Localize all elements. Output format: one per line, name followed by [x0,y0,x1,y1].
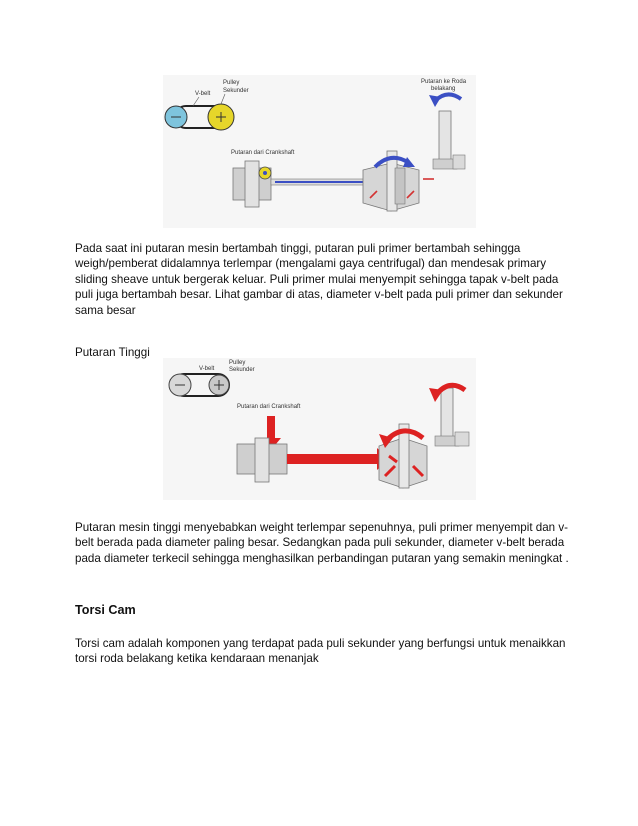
pulley-label-2-line2: Sekunder [229,367,255,373]
crankshaft-label-2: Putaran dari Crankshaft [237,404,301,410]
figure-1-svg [163,75,476,228]
heading-torsi-cam: Torsi Cam [75,603,136,617]
crankshaft-down-arrow [267,416,275,438]
primary-pulley-assembly [233,161,271,207]
wheel-label-line2: belakang [431,86,456,92]
wheel-label-line1: Putaran ke Roda [421,79,467,85]
section-label-putaran-tinggi: Putaran Tinggi [75,346,150,359]
figure-2-svg [163,358,476,500]
pulley-label-line1: Pulley [223,80,240,86]
paragraph-3: Torsi cam adalah komponen yang terdapat pada puli sekunder yang berfungsi untuk menaikkan torsi roda belakang ketika kendaraan menanjak [75,637,566,666]
paragraph-2: Putaran mesin tinggi menyebabkan weight terlempar sepenuhnya, puli primer menyempit dan v-belt berada pada diameter paling besar. Sedangkan pada puli sekunder, diameter v-belt berada pada diameter terkecil sehingga menghasilkan perbandingan putaran yang semakin meningkat . [75,521,569,565]
figure-2-cvt-diagram [163,358,476,500]
vbelt-label-2: V-belt [199,366,215,372]
pulley-label-2-line1: Pulley [229,360,246,366]
pulley-label-line2: Sekunder [223,88,249,94]
primary-pulley-assembly-2 [237,438,287,482]
shaft-arrow-2 [287,454,379,464]
vbelt-label: V-belt [195,91,211,97]
figure-1-cvt-diagram [163,75,476,228]
paragraph-1: Pada saat ini putaran mesin bertambah tinggi, putaran puli primer bertambah sehingga weigh/pemberat didalamnya terlempar (mengalami gaya centrifugal) dan mendesak primary sliding sheave untuk bergerak keluar. Puli primer mulai menyempit sehingga tapak v-belt pada puli juga bertambah besar. Lihat gambar di atas, diameter v-belt pada puli primer dan sekunder sama besar [75,242,563,317]
crankshaft-label: Putaran dari Crankshaft [231,150,295,156]
